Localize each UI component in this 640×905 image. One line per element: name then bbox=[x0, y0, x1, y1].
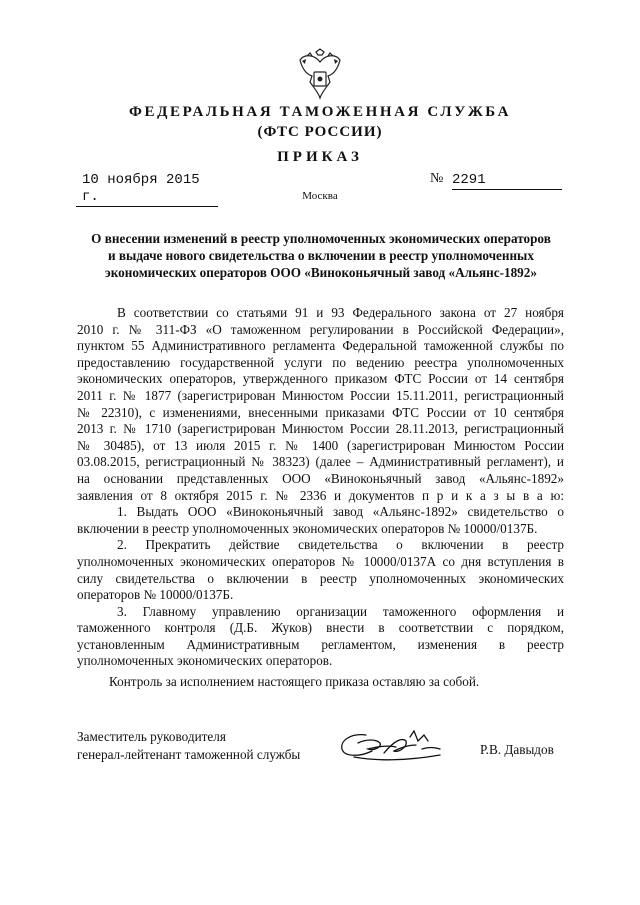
document-date: 10 ноября 2015 г. bbox=[76, 172, 218, 207]
body-line: 03.08.2015, регистрационный № 38323) (далее – Административный регламент), и bbox=[77, 454, 564, 470]
body-line: таможенного контроля (Д.Б. Жуков) внести в соответствии с порядком, bbox=[77, 620, 564, 636]
control-clause: Контроль за исполнением настоящего приказа оставляю за собой. bbox=[109, 674, 480, 689]
russian-coat-of-arms-icon bbox=[296, 48, 344, 102]
body-line: № 22310), с изменениями, внесенными приказами ФТС России от 10 сентября bbox=[77, 404, 564, 420]
signatory-position bbox=[77, 728, 300, 764]
body-line: 2010 г. № 311-ФЗ «О таможенном регулировании в Российской Федерации», bbox=[77, 321, 564, 337]
document-type: ПРИКАЗ bbox=[277, 149, 363, 165]
body-line: предоставлению государственной услуги по ведению реестра уполномоченных bbox=[77, 354, 564, 370]
body-line: пунктом 55 Административного регламента Федеральной таможенной службы по bbox=[77, 338, 564, 354]
document-title bbox=[78, 230, 564, 281]
title-line: экономических операторов ООО «Виноконьячный завод «Альянс-1892» bbox=[105, 265, 537, 280]
body-line: уполномоченных экономических операторов № 10000/0137А со дня вступления в bbox=[77, 553, 564, 569]
handwritten-signature bbox=[336, 727, 448, 769]
body-line: операторов № 10000/0137Б. bbox=[77, 587, 234, 603]
body-line: силу свидетельства о включении в реестр уполномоченных экономических bbox=[77, 570, 564, 586]
signatory-position-line: Заместитель руководителя bbox=[77, 729, 226, 744]
body-line: 2011 г. № 1877 (зарегистрирован Минюстом России 15.11.2011, регистрационный bbox=[77, 387, 564, 403]
body-line: заявления от 8 октября 2015 г. № 2336 и документов п р и к а з ы в а ю: bbox=[77, 487, 564, 503]
agency-short-name: (ФТС РОССИИ) bbox=[257, 124, 383, 140]
body-line: экономических операторов, утвержденного приказом ФТС России от 14 сентября bbox=[77, 371, 564, 387]
document-body bbox=[77, 305, 564, 670]
title-line: О внесении изменений в реестр уполномоченных экономических операторов bbox=[91, 231, 551, 246]
body-line: установленным Административным регламентом, изменения в реестр bbox=[77, 636, 564, 652]
signatory-name: Р.В. Давыдов bbox=[480, 742, 554, 757]
signatory-position-line: генерал-лейтенант таможенной службы bbox=[77, 747, 301, 762]
order-item-3: 3. Главному управлению организации таможенного оформления и bbox=[117, 603, 564, 619]
body-line: В соответствии со статьями 91 и 93 Федерального закона от 27 ноября bbox=[117, 305, 564, 320]
body-line: 2013 г. № 1710 (зарегистрирован Минюстом России 28.11.2013, регистрационный bbox=[77, 421, 564, 437]
document-city: Москва bbox=[302, 190, 338, 202]
body-line: уполномоченных экономических операторов. bbox=[77, 653, 333, 669]
order-item-2: 2. Прекратить действие свидетельства о включении в реестр bbox=[117, 537, 564, 553]
number-sign: № bbox=[430, 171, 444, 186]
body-line: на основании представленных ООО «Виноконьячный завод «Альянс-1892» bbox=[77, 470, 564, 486]
order-item-1: 1. Выдать ООО «Виноконьячный завод «Альянс-1892» свидетельство о bbox=[117, 504, 564, 520]
document-number: 2291 bbox=[452, 172, 562, 190]
body-line: № 30485), от 13 июля 2015 г. № 1400 (зарегистрирован Минюстом России bbox=[77, 437, 564, 453]
body-line: включении в реестр уполномоченных экономических операторов № 10000/0137Б. bbox=[77, 520, 538, 536]
agency-name: ФЕДЕРАЛЬНАЯ ТАМОЖЕННАЯ СЛУЖБА bbox=[128, 104, 512, 120]
title-line: и выдаче нового свидетельства о включении в реестр уполномоченных bbox=[108, 248, 534, 263]
